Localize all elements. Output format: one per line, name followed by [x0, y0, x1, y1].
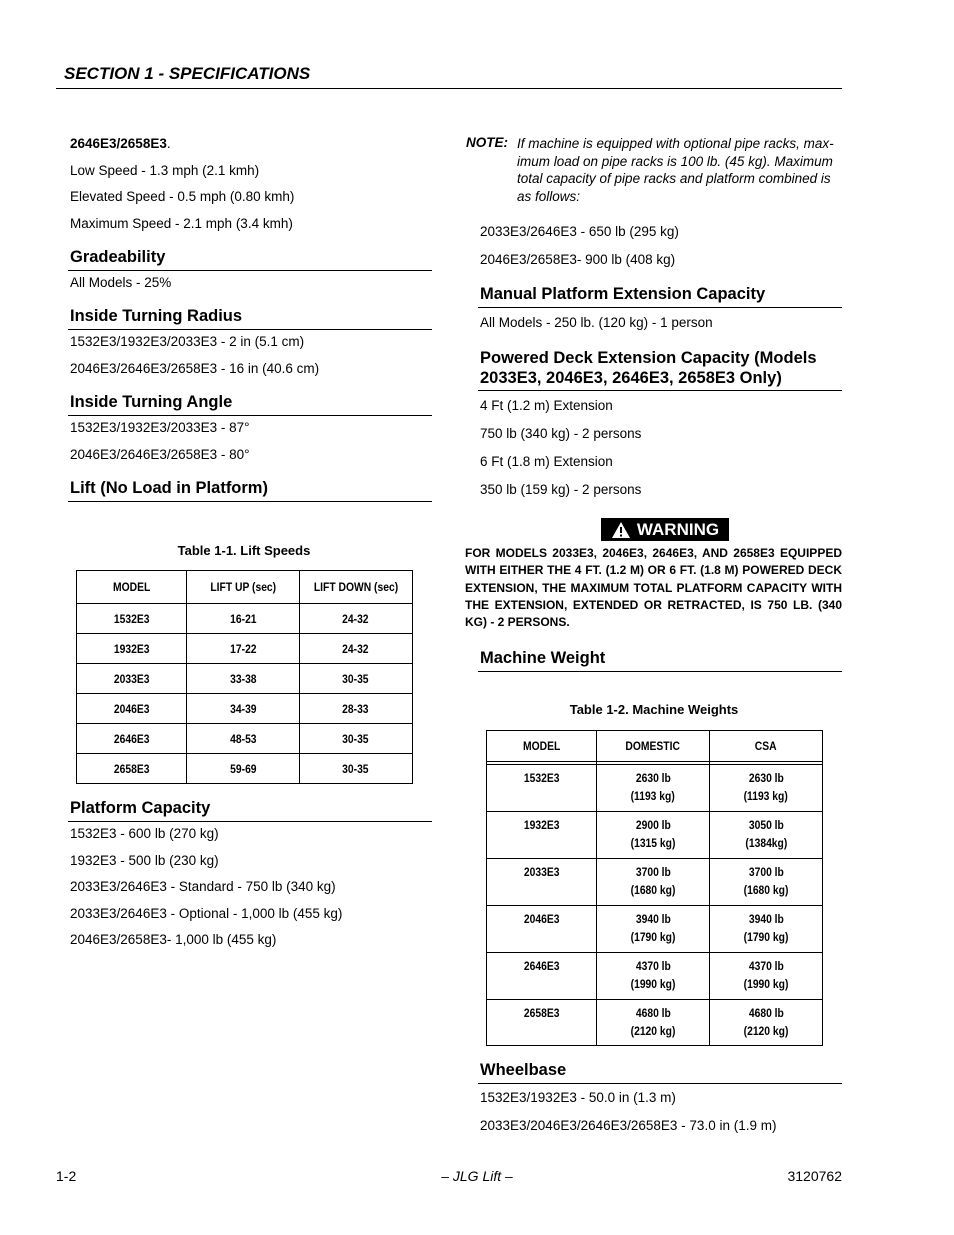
table-row: [77, 724, 413, 754]
wheelbase-line-1: 1532E3/1932E3 - 50.0 in (1.3 m): [480, 1090, 676, 1105]
turning-radius-line-2: 2046E3/2646E3/2658E3 - 16 in (40.6 cm): [70, 361, 320, 376]
warning-badge: [601, 518, 729, 541]
weight-model-cell: 2046E3: [487, 906, 597, 953]
weight-domestic-cell: 2900 lb (1315 kg): [597, 812, 709, 859]
footer-center: – JLG Lift –: [441, 1168, 513, 1184]
lift-table-header-row: [77, 571, 413, 604]
turning-angle-line-1: 1532E3/1932E3/2033E3 - 87°: [70, 420, 250, 435]
turning-angle-line-2: 2046E3/2646E3/2658E3 - 80°: [70, 447, 250, 462]
manual-extension-rule: [478, 307, 842, 308]
speed-models-line: [70, 136, 171, 151]
lift-model-cell: 1532E3: [77, 604, 187, 634]
platform-capacity-line-3: 2033E3/2646E3 - Standard - 750 lb (340 kg): [70, 879, 336, 894]
lift-down-cell: 28-33: [299, 694, 412, 724]
warning-triangle-icon: [611, 521, 631, 539]
weight-domestic-cell: 4680 lb (2120 kg): [597, 1000, 709, 1046]
lift-rule: [68, 501, 432, 502]
weight-header-model: MODEL: [487, 731, 597, 762]
powered-extension-line-4: 350 lb (159 kg) - 2 persons: [480, 482, 642, 497]
weight-domestic-cell: 2630 lb (1193 kg): [597, 765, 709, 812]
powered-extension-line-1: 4 Ft (1.2 m) Extension: [480, 398, 613, 413]
weight-csa-cell: 2630 lb (1193 kg): [709, 765, 822, 812]
lift-up-cell: 17-22: [187, 634, 299, 664]
powered-extension-rule: [478, 390, 842, 391]
header-rule: [56, 88, 842, 89]
table-row: [487, 765, 823, 812]
table-row: [487, 953, 823, 1000]
weight-domestic-cell: 4370 lb (1990 kg): [597, 953, 709, 1000]
table-row: [77, 754, 413, 784]
weight-csa-cell: 4680 lb (2120 kg): [709, 1000, 822, 1046]
note-label: NOTE:: [466, 135, 508, 150]
lift-model-cell: 2646E3: [77, 724, 187, 754]
platform-capacity-rule: [68, 821, 432, 822]
table-row: [487, 812, 823, 859]
wheelbase-rule: [478, 1083, 842, 1084]
powered-extension-heading: [480, 348, 817, 388]
table-row: [77, 694, 413, 724]
lift-model-cell: 1932E3: [77, 634, 187, 664]
lift-up-cell: 16-21: [187, 604, 299, 634]
powered-extension-line-2: 750 lb (340 kg) - 2 persons: [480, 426, 642, 441]
weight-csa-cell: 3050 lb (1384kg): [709, 812, 822, 859]
powered-heading-line-1: Powered Deck Extension Capacity (Models: [480, 349, 817, 367]
gradeability-heading: Gradeability: [70, 248, 166, 266]
machine-weight-heading: Machine Weight: [480, 649, 606, 667]
table-row: [77, 604, 413, 634]
lift-model-cell: 2046E3: [77, 694, 187, 724]
note-line: as follows:: [517, 188, 581, 204]
lift-model-cell: 2658E3: [77, 754, 187, 784]
manual-extension-heading: Manual Platform Extension Capacity: [480, 285, 766, 303]
gradeability-line: All Models - 25%: [70, 275, 172, 290]
lift-table-caption: Table 1-1. Lift Speeds: [177, 543, 311, 558]
weight-header-csa: CSA: [709, 731, 822, 762]
weight-csa-cell: 3700 lb (1680 kg): [709, 859, 822, 906]
weight-model-cell: 1932E3: [487, 812, 597, 859]
pipe-rack-line-1: 2033E3/2646E3 - 650 lb (295 kg): [480, 224, 679, 239]
turning-radius-line-1: 1532E3/1932E3/2033E3 - 2 in (5.1 cm): [70, 334, 305, 349]
lift-model-cell: 2033E3: [77, 664, 187, 694]
doc-number: 3120762: [787, 1168, 842, 1184]
turning-radius-heading: Inside Turning Radius: [70, 307, 243, 325]
speed-elevated: Elevated Speed - 0.5 mph (0.80 kmh): [70, 189, 295, 204]
warning-badge-label: WARNING: [636, 519, 720, 539]
weight-model-cell: 2033E3: [487, 859, 597, 906]
table-row: [487, 906, 823, 953]
machine-weights-table: [486, 730, 823, 1046]
section-title: SECTION 1 - SPECIFICATIONS: [64, 64, 311, 83]
lift-header-up: LIFT UP (sec): [187, 571, 299, 604]
lift-header-down: LIFT DOWN (sec): [299, 571, 412, 604]
lift-down-cell: 30-35: [299, 664, 412, 694]
weight-model-cell: 2646E3: [487, 953, 597, 1000]
lift-down-cell: 30-35: [299, 754, 412, 784]
gradeability-rule: [68, 270, 432, 271]
lift-heading: Lift (No Load in Platform): [70, 479, 268, 497]
turning-radius-rule: [68, 329, 432, 330]
platform-capacity-line-2: 1932E3 - 500 lb (230 kg): [70, 853, 219, 868]
lift-up-cell: 34-39: [187, 694, 299, 724]
lift-up-cell: 48-53: [187, 724, 299, 754]
note-line: total capacity of pipe racks and platform combined is: [517, 171, 831, 186]
wheelbase-line-2: 2033E3/2046E3/2646E3/2658E3 - 73.0 in (1.9 m): [480, 1118, 777, 1133]
table-row: [77, 634, 413, 664]
manual-extension-line: All Models - 250 lb. (120 kg) - 1 person: [480, 315, 713, 330]
table-row: [487, 859, 823, 906]
speed-models-label: 2646E3/2658E3: [70, 136, 167, 151]
note-line: imum load on pipe racks is 100 lb. (45 kg). Maximum: [517, 153, 833, 169]
powered-heading-line-2: 2033E3, 2046E3, 2646E3, 2658E3 Only): [480, 369, 782, 387]
platform-capacity-line-5: 2046E3/2658E3- 1,000 lb (455 kg): [70, 932, 277, 947]
table-row: [487, 1000, 823, 1046]
platform-capacity-line-4: 2033E3/2646E3 - Optional - 1,000 lb (455 kg): [70, 906, 343, 921]
wheelbase-heading: Wheelbase: [480, 1061, 567, 1079]
speed-max: Maximum Speed - 2.1 mph (3.4 kmh): [70, 216, 293, 231]
lift-up-cell: 33-38: [187, 664, 299, 694]
lift-down-cell: 24-32: [299, 634, 412, 664]
page-number: 1-2: [56, 1168, 77, 1184]
note-line: If machine is equipped with optional pipe racks, max-: [517, 136, 834, 151]
table-row: [77, 664, 413, 694]
speed-low: Low Speed - 1.3 mph (2.1 kmh): [70, 163, 260, 178]
weight-csa-cell: 3940 lb (1790 kg): [709, 906, 822, 953]
pipe-rack-line-2: 2046E3/2658E3- 900 lb (408 kg): [480, 252, 676, 267]
weight-csa-cell: 4370 lb (1990 kg): [709, 953, 822, 1000]
weight-domestic-cell: 3940 lb (1790 kg): [597, 906, 709, 953]
weight-domestic-cell: 3700 lb (1680 kg): [597, 859, 709, 906]
weight-header-domestic: DOMESTIC: [597, 731, 709, 762]
weight-model-cell: 2658E3: [487, 1000, 597, 1046]
speed-models-suffix: .: [166, 136, 171, 151]
machine-weight-rule: [478, 671, 842, 672]
lift-up-cell: 59-69: [187, 754, 299, 784]
lift-speeds-table: [76, 570, 413, 784]
platform-capacity-line-1: 1532E3 - 600 lb (270 kg): [70, 826, 219, 841]
weight-table-header-row: [487, 731, 823, 762]
powered-extension-line-3: 6 Ft (1.8 m) Extension: [480, 454, 613, 469]
warning-text: FOR MODELS 2033E3, 2046E3, 2646E3, AND 2658E3 EQUIPPED WITH EITHER THE 4 FT. (1.2 M) OR 6 FT. (1.8 M) POWERED DECK EXTENSION, THE MAXIMUM TOTAL PLATFORM CAPACITY WITH THE EXTENSION, EXTENDED OR RETRACTED, IS 750 LB. (340 KG) - 2 PERSONS.: [465, 546, 842, 630]
lift-down-cell: 30-35: [299, 724, 412, 754]
turning-angle-rule: [68, 415, 432, 416]
note-text: [517, 135, 843, 205]
turning-angle-heading: Inside Turning Angle: [70, 393, 233, 411]
weight-table-caption: Table 1-2. Machine Weights: [569, 702, 739, 717]
lift-down-cell: 24-32: [299, 604, 412, 634]
lift-header-model: MODEL: [77, 571, 187, 604]
weight-model-cell: 1532E3: [487, 765, 597, 812]
platform-capacity-heading: Platform Capacity: [70, 799, 211, 817]
